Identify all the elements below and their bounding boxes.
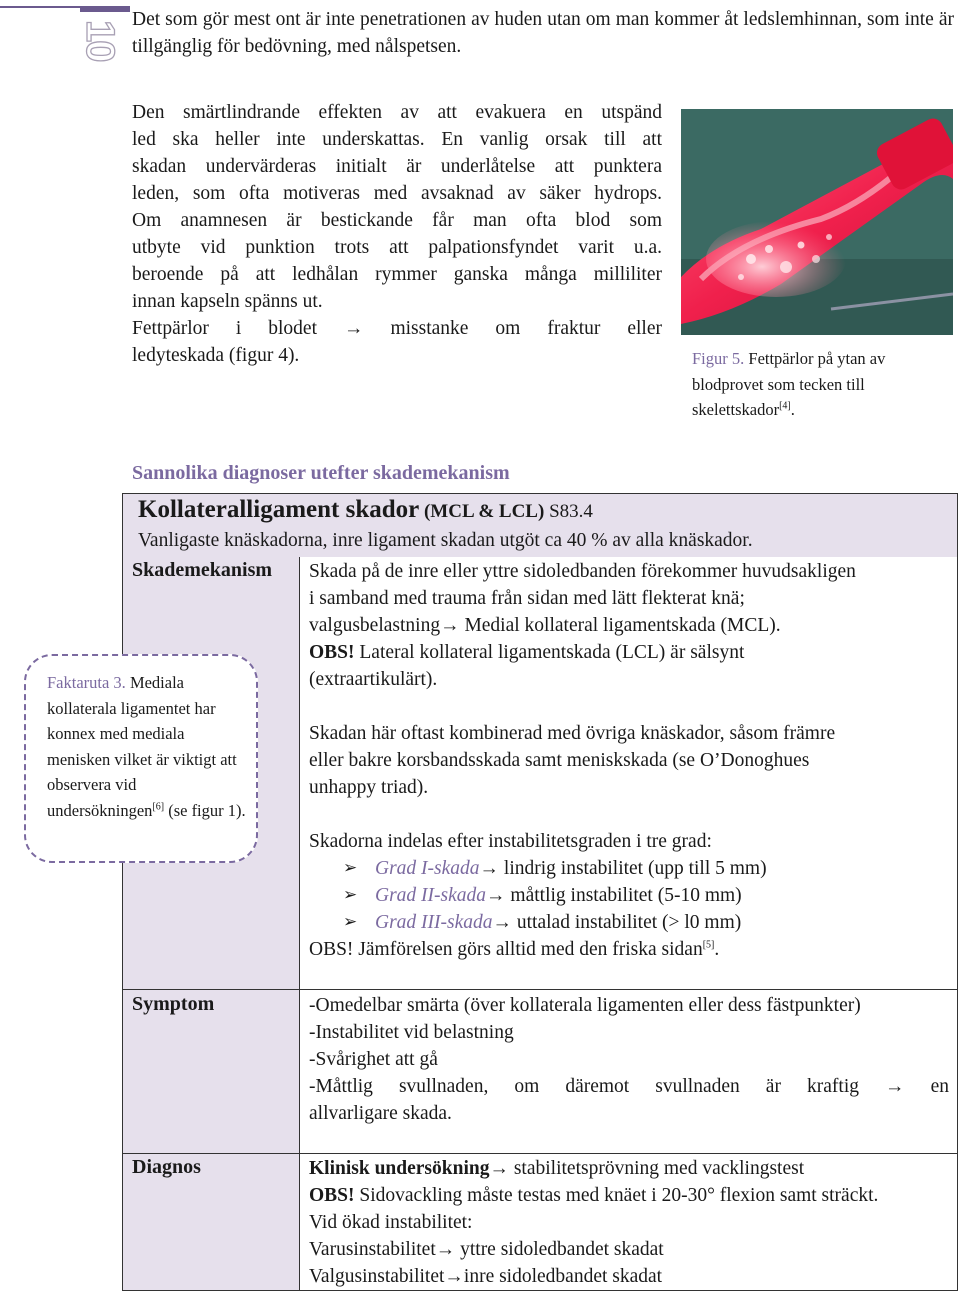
grade-name: Grad II-skada	[375, 885, 487, 906]
table-title-main: Kollateralligament skador	[138, 496, 420, 523]
obs-end: .	[714, 939, 720, 960]
arrowhead-bullet-icon: ➢	[343, 885, 358, 905]
obs-text: Sidovackling måste testas med knäet i 20-30° flexion samt sträckt.	[354, 1185, 879, 1206]
reference: [5]	[702, 939, 715, 951]
spacer	[309, 693, 949, 720]
grade-desc: → måttlig instabilitet (5-10 mm)	[486, 885, 742, 906]
figure-caption	[692, 346, 942, 423]
figure-label: Figur 5.	[692, 349, 745, 368]
text-line: -Omedelbar smärta (över kollaterala ligamenten eller dess fästpunkter)	[309, 995, 861, 1016]
row-divider	[123, 1153, 957, 1154]
faktaruta-reference: [6]	[152, 801, 165, 813]
text-line	[309, 936, 949, 963]
text-line: Skadan här oftast kombinerad med övriga knäskador, såsom främre	[309, 723, 836, 744]
faktaruta-label: Faktaruta 3.	[47, 673, 126, 692]
text-line: (extraartikulärt).	[309, 669, 438, 690]
text-line: Skadorna indelas efter instabilitetsgraden i tre grad:	[309, 831, 712, 852]
row-label-skademekanism: Skademekanism	[132, 559, 273, 581]
column-divider	[299, 557, 300, 1290]
intro-paragraph-1: Det som gör mest ont är inte penetrationen av huden utan om man kommer åt ledslemhinnan, som inte är tillgänglig för bedövning, med nålspetsen.	[132, 9, 954, 57]
text-line: skadan undervärderas initialt är underlåtelse att punktera	[132, 156, 662, 177]
list-item	[309, 882, 949, 909]
faktaruta-text	[47, 670, 247, 824]
grade-desc: → uttalad instabilitet (> l0 mm)	[492, 912, 742, 933]
obs-text: Lateral kollateral ligamentskada (LCL) är sälsynt	[354, 642, 745, 663]
grade-list	[309, 855, 949, 936]
faktaruta-end: (se figur 1).	[164, 800, 246, 820]
text-line: utbyte vid punktion trots att palpationsfyndet varit u.a.	[132, 237, 662, 258]
spacer	[309, 801, 949, 828]
text-line: leden, som ofta motiveras med avsaknad av säker hydrops.	[132, 183, 662, 204]
text-line: Fettpärlor i blodet → misstanke om fraktur eller	[132, 318, 662, 339]
text-line: Valgusinstabilitet→inre sidoledbandet skadat	[309, 1266, 663, 1287]
text-line: eller bakre korsbandsskada samt meniskskada (se O’Donoghues	[309, 750, 810, 771]
text-line	[309, 639, 949, 666]
table-title-abbr: (MCL & LCL)	[419, 501, 550, 522]
list-item	[309, 855, 949, 882]
text-line: i samband med trauma från sidan med lätt flekterat knä;	[309, 588, 745, 609]
bold-term: Klinisk undersökning	[309, 1158, 490, 1179]
text-line: -Svårighet att gå	[309, 1049, 438, 1070]
figure-caption-text: Fettpärlor på ytan av blodprovet som tecken till skelettskador	[692, 349, 886, 419]
text-line	[309, 1155, 949, 1182]
text-line: Varusinstabilitet→ yttre sidoledbandet skadat	[309, 1239, 664, 1260]
text-line: beroende på att ledhålan rymmer ganska många milliliter	[132, 264, 662, 285]
grade-desc: → lindrig instabilitet (upp till 5 mm)	[479, 858, 767, 879]
text-line: Skada på de inre eller yttre sidoledbanden förekommer huvudsakligen	[309, 561, 856, 582]
table-subtitle: Vanligaste knäskadorna, inre ligament skadan utgöt ca 40 % av alla knäskador.	[138, 530, 753, 551]
text-line: ledyteskada (figur 4).	[132, 345, 300, 366]
grade-name: Grad I-skada	[375, 858, 480, 879]
grade-name: Grad III-skada	[375, 912, 493, 933]
text-line: valgusbelastning→ Medial kollateral ligamentskada (MCL).	[309, 615, 781, 636]
text-line: innan kapseln spänns ut.	[132, 291, 323, 312]
page-number: 10	[78, 20, 122, 61]
row-content-skademekanism	[309, 558, 949, 963]
row-content-symptom	[309, 992, 949, 1127]
row-content-diagnos	[309, 1155, 949, 1290]
top-rule-accent	[80, 6, 130, 12]
obs-text: OBS! Jämförelsen görs alltid med den friska sidan	[309, 939, 703, 960]
arrowhead-bullet-icon: ➢	[343, 912, 358, 932]
text-line: Vid ökad instabilitet:	[309, 1212, 473, 1233]
figure-reference: [4]	[779, 400, 791, 412]
text-line: led ska heller inte underskattas. En vanlig orsak till att	[132, 129, 662, 150]
obs-label: OBS!	[309, 1185, 355, 1206]
section-heading: Sannolika diagnoser utefter skademekanism	[132, 462, 510, 484]
table-title-code: S83.4	[549, 501, 593, 522]
list-item	[309, 909, 949, 936]
text-line: Om anamnesen är bestickande får man ofta blod som	[132, 210, 662, 231]
row-divider	[123, 989, 957, 990]
row-label-symptom: Symptom	[132, 993, 215, 1015]
table-title	[138, 496, 593, 524]
text-line	[309, 1182, 949, 1209]
arrowhead-bullet-icon: ➢	[343, 858, 358, 878]
blood-tube-photo	[681, 109, 953, 335]
figure-caption-end: .	[790, 400, 795, 419]
row-label-diagnos: Diagnos	[132, 1156, 201, 1178]
blood-tube-illustration	[681, 109, 953, 335]
text-line: -Instabilitet vid belastning	[309, 1022, 514, 1043]
intro-paragraph-2	[132, 99, 662, 369]
text: → stabilitetsprövning med vacklingstest	[489, 1158, 805, 1179]
text-line: Den smärtlindrande effekten av att evakuera en utspänd	[132, 102, 662, 123]
text-line: -Måttlig svullnaden, om däremot svullnaden är kraftig → en	[309, 1076, 949, 1097]
text-line: allvarligare skada.	[309, 1103, 452, 1124]
obs-label: OBS!	[309, 642, 355, 663]
text-line: unhappy triad).	[309, 777, 429, 798]
faktaruta-body: Mediala kollaterala ligamentet har konnex med mediala menisken vilket är viktigt att observera vid undersökningen	[47, 673, 237, 820]
